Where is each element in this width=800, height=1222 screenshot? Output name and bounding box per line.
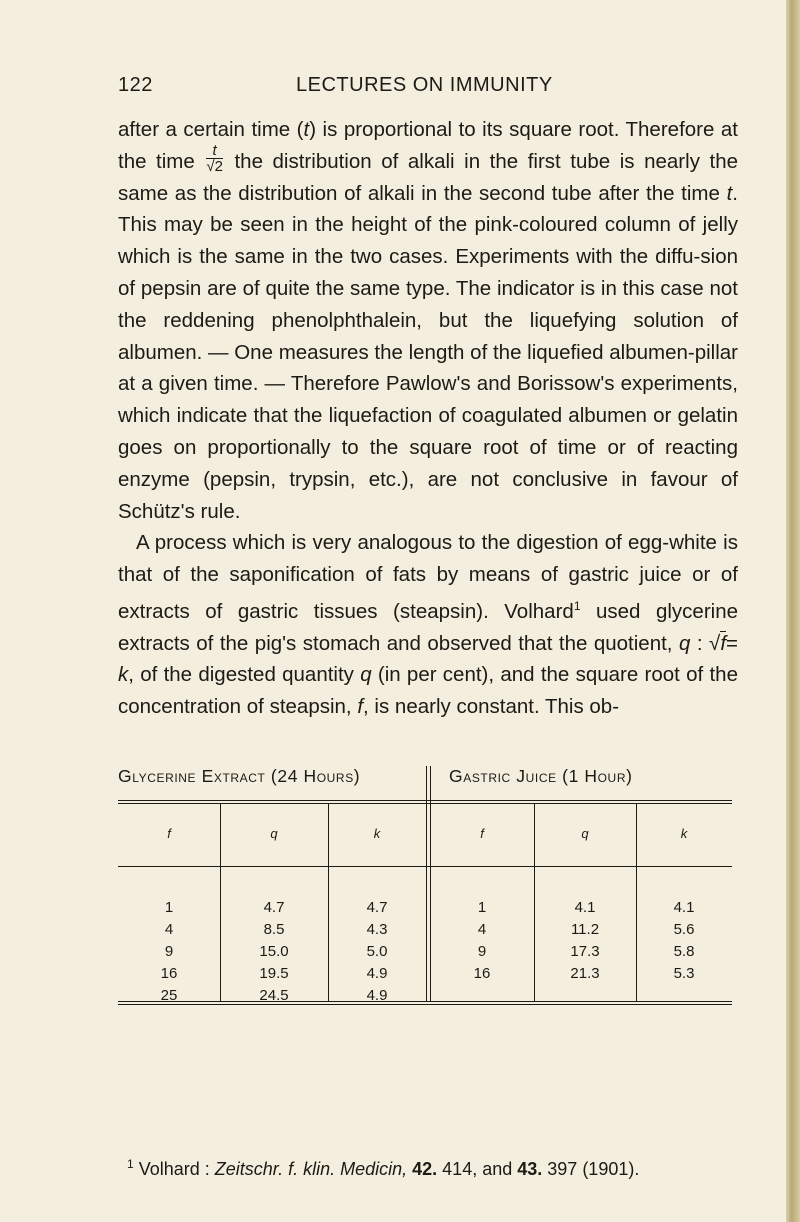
table-cell: 4 bbox=[477, 921, 487, 938]
table-divider-main bbox=[426, 766, 427, 1001]
footnote-journal: Zeitschr. f. klin. Medicin, bbox=[214, 1159, 408, 1179]
table-cell: 4.1 bbox=[574, 899, 596, 916]
table-cell: 16 bbox=[473, 965, 491, 982]
footnote-marker: 1 bbox=[127, 1157, 134, 1171]
page-number: 122 bbox=[118, 74, 153, 96]
column-left-k bbox=[328, 897, 426, 1007]
table-title-glycerine: Glycerine Extract (24 Hours) bbox=[118, 766, 361, 786]
col-header-f: f bbox=[480, 826, 484, 841]
column-right-k bbox=[636, 897, 732, 985]
table-cell: 5.8 bbox=[673, 943, 695, 960]
table-cell: 1 bbox=[164, 899, 174, 916]
running-title: LECTURES ON IMMUNITY bbox=[296, 74, 553, 96]
page-edge-binding bbox=[786, 0, 800, 1222]
col-header-q: q bbox=[270, 826, 278, 841]
paragraph-1: after a certain time (t) is proportional to its square root. Therefore at the time $\frac{t}{√2}$ the distribution of alkali in the first tube is nearly the same as the distribution of alkali in the second tube after the time t. This may be seen in the height of the pink-coloured column of jelly which is the same in the two cases. Experiments with the diffu-sion of pepsin are of quite the same type. The indicator is in this case not the reddening phenolphthalein, but the liquefying solution of albumen. — One measures the length of the liquefied albumen-pillar at a given time. — Therefore Pawlow's and Borissow's experiments, which indicate that the liquefaction of coagulated albumen or gelatin goes on proportionally to the square root of time or of reacting enzyme (pepsin, trypsin, etc.), are not conclusive in favour of Schütz's rule. bbox=[118, 118, 738, 523]
table-cell: 4.9 bbox=[366, 965, 388, 982]
table-cell: 5.6 bbox=[673, 921, 695, 938]
table-cell: 4.1 bbox=[673, 899, 695, 916]
table-cell: 9 bbox=[477, 943, 487, 960]
page-header bbox=[0, 74, 786, 100]
col-header-f: f bbox=[167, 826, 171, 841]
table-cell: 9 bbox=[164, 943, 174, 960]
column-left-f bbox=[118, 897, 220, 1007]
paragraph-2: A process which is very analogous to the digestion of egg-white is that of the saponification of fats by means of gastric juice or of extracts of gastric tissues (steapsin). Volhard$^1$ used glycerine extracts of the pig's stomach and observed that the quotient, q : √f= k, of the digested quantity q (in per cent), and the square root of the concentration of steapsin, f, is nearly constant. This ob- bbox=[118, 531, 739, 719]
table-cell: 4.7 bbox=[263, 899, 285, 916]
table-cell: 16 bbox=[160, 965, 178, 982]
table-cell: 4.9 bbox=[366, 987, 388, 1004]
footnote: $^1$ Volhard : Zeitschr. f. klin. Medicin, 42. 414, and 43. 397 (1901). bbox=[127, 1157, 640, 1179]
table-cell: 4 bbox=[164, 921, 174, 938]
table-cell: 24.5 bbox=[259, 987, 289, 1004]
table-cell: 5.3 bbox=[673, 965, 695, 982]
table-rule-header bbox=[118, 866, 732, 867]
table-cell: 4.7 bbox=[366, 899, 388, 916]
table-cell: 25 bbox=[160, 987, 178, 1004]
col-header-k: k bbox=[680, 826, 688, 841]
column-left-q bbox=[220, 897, 328, 1007]
table-cell: 5.0 bbox=[366, 943, 388, 960]
table-rule-top-2 bbox=[118, 803, 732, 804]
table-title-gastric: Gastric Juice (1 Hour) bbox=[449, 766, 633, 786]
column-right-f bbox=[430, 897, 534, 985]
table-cell: 17.3 bbox=[570, 943, 600, 960]
col-header-q: q bbox=[581, 826, 589, 841]
table-cell: 1 bbox=[477, 899, 487, 916]
table-cell: 19.5 bbox=[259, 965, 289, 982]
column-right-q bbox=[534, 897, 636, 985]
body-text bbox=[118, 114, 738, 723]
table-cell: 21.3 bbox=[570, 965, 600, 982]
col-header-k: k bbox=[373, 826, 381, 841]
sqrt-f-formula: √f bbox=[709, 631, 727, 655]
table-cell: 15.0 bbox=[259, 943, 289, 960]
table-cell: 11.2 bbox=[570, 921, 600, 938]
footnote-reference: 1 bbox=[573, 598, 581, 613]
table-rule-top bbox=[118, 800, 732, 801]
table-cell: 8.5 bbox=[263, 921, 285, 938]
fraction-t-over-sqrt2: $\frac{t}{√2}$ bbox=[206, 141, 223, 175]
data-table bbox=[118, 766, 732, 1138]
table-cell: 4.3 bbox=[366, 921, 388, 938]
